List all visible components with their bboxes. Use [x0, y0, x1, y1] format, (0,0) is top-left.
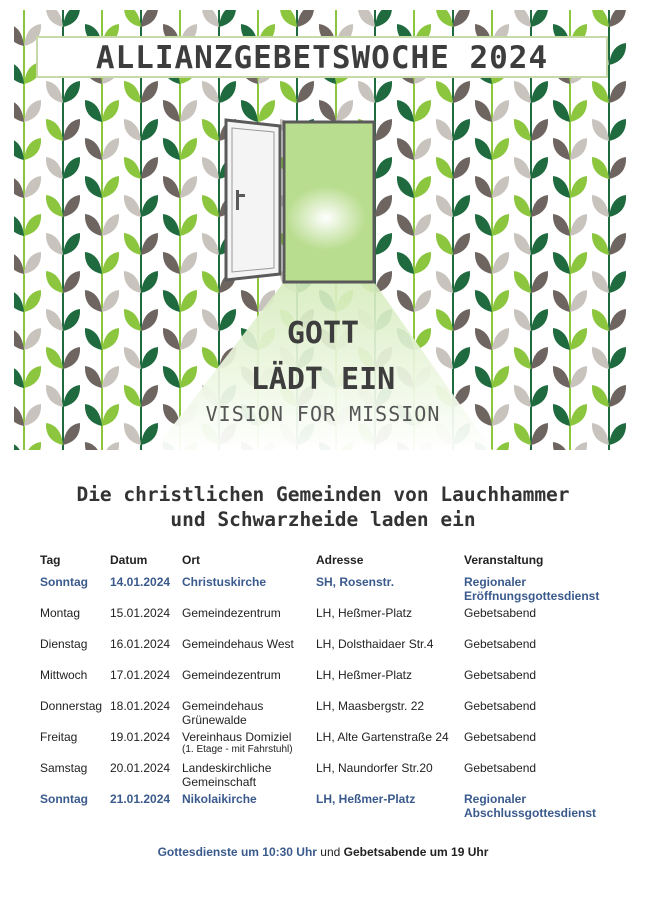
cell-place: Landeskirchliche Gemeinschaft: [182, 761, 272, 789]
cell-address: LH, Naundorfer Str.20: [316, 761, 433, 775]
cell-address: LH, Heßmer-Platz: [316, 792, 416, 806]
footer-connector: und: [316, 845, 344, 859]
invitation-headline: [0, 482, 646, 532]
schedule-table: [40, 553, 624, 823]
cell-event: Regionaler Eröffnungsgottesdienst: [464, 575, 600, 603]
cell-day: Donnerstag: [40, 699, 103, 713]
cell-address: SH, Rosenstr.: [316, 575, 395, 589]
table-row: [40, 761, 624, 792]
cell-date: 19.01.2024: [110, 730, 171, 744]
table-header-row: [40, 553, 624, 575]
header-place: Ort: [182, 553, 200, 567]
cell-event: Regionaler Abschlussgottesdienst: [464, 792, 597, 820]
cell-date: 16.01.2024: [110, 637, 171, 651]
motto-subtitle: VISION FOR MISSION: [205, 402, 441, 426]
cell-place: Gemeindehaus Grünewalde: [182, 699, 264, 727]
cell-event: Gebetsabend: [464, 606, 537, 620]
cell-address: LH, Heßmer-Platz: [316, 606, 413, 620]
cell-place: Gemeindehaus West: [182, 637, 294, 651]
motto-line-1: GOTT: [286, 316, 360, 351]
cell-date: 14.01.2024: [110, 575, 171, 589]
cell-day: Dienstag: [40, 637, 88, 651]
table-row: [40, 730, 624, 761]
cell-address: LH, Maasbergstr. 22: [316, 699, 425, 713]
header-address: Adresse: [316, 553, 364, 567]
cell-place: Gemeindezentrum: [182, 606, 281, 620]
table-row: [40, 792, 624, 823]
cell-address: LH, Alte Gartenstraße 24: [316, 730, 449, 744]
cell-day: Samstag: [40, 761, 88, 775]
table-row: [40, 668, 624, 699]
header-event: Veranstaltung: [464, 553, 544, 567]
cell-event: Gebetsabend: [464, 761, 537, 775]
cell-address: LH, Dolsthaidaer Str.4: [316, 637, 434, 651]
cell-day: Montag: [40, 606, 81, 620]
cell-place: Gemeindezentrum: [182, 668, 281, 682]
poster-banner: [14, 10, 632, 450]
cell-event: Gebetsabend: [464, 730, 537, 744]
table-row: [40, 606, 624, 637]
cell-event: Gebetsabend: [464, 699, 537, 713]
motto-line-2: LÄDT EIN: [250, 362, 396, 397]
place-name: Vereinhaus Domiziel: [182, 730, 292, 744]
poster-title: ALLIANZGEBETSWOCHE 2024: [36, 36, 608, 78]
cell-address: LH, Heßmer-Platz: [316, 668, 413, 682]
cell-date: 20.01.2024: [110, 761, 171, 775]
cell-event: Gebetsabend: [464, 668, 537, 682]
cell-date: 15.01.2024: [110, 606, 171, 620]
cell-event: Gebetsabend: [464, 637, 537, 651]
cell-date: 18.01.2024: [110, 699, 171, 713]
times-footer: [0, 845, 646, 859]
cell-day: Mittwoch: [40, 668, 88, 682]
header-day: Tag: [40, 553, 61, 567]
cell-day: Freitag: [40, 730, 78, 744]
table-row: [40, 575, 624, 606]
cell-day: Sonntag: [40, 792, 88, 806]
table-row: [40, 699, 624, 730]
headline-line-1: Die christlichen Gemeinden von Lauchhammer: [76, 483, 570, 506]
service-time-note: Gottesdienste um 10:30 Uhr: [157, 845, 317, 859]
cell-place: Nikolaikirche: [182, 792, 257, 806]
cell-place: Christuskirche: [182, 575, 267, 589]
prayer-time-note: Gebetsabende um 19 Uhr: [343, 845, 489, 859]
table-row: [40, 637, 624, 668]
cell-day: Sonntag: [40, 575, 88, 589]
place-note: (1. Etage - mit Fahrstuhl): [182, 744, 293, 755]
cell-place: [182, 730, 316, 761]
cell-date: 17.01.2024: [110, 668, 171, 682]
cell-date: 21.01.2024: [110, 792, 171, 806]
headline-line-2: und Schwarzheide laden ein: [170, 508, 476, 531]
header-date: Datum: [110, 553, 148, 567]
